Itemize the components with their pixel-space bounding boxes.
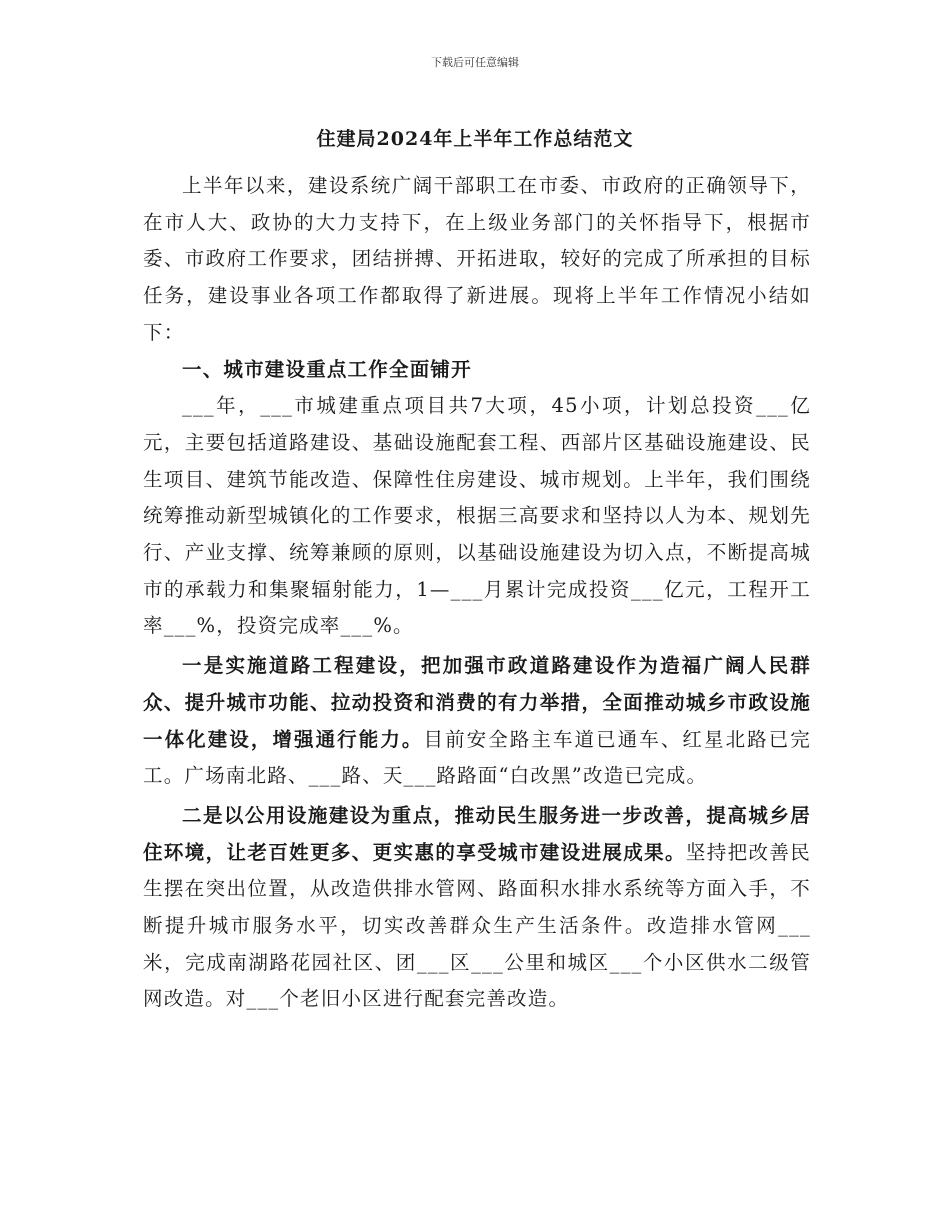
item-2-paragraph: [143, 798, 811, 1018]
item-2-lead: 二是以公用设施建设为重点，推动民生服务进一步改善，提高城乡居住环境，让老百姓更多、更实惠的享受城市建设进展成果。: [143, 803, 811, 864]
document-title: 住建局2024年上半年工作总结范文: [316, 128, 634, 150]
item-1-text: 目前安全路主车道已通车、红星北路已完工。广场南北路、___路、天___路路面“白改黑”改造已完成。: [143, 727, 811, 788]
section-1-body: ___年，___市城建重点项目共7大项，45小项，计划总投资___亿元，主要包括道路建设、基础设施配套工程、西部片区基础设施建设、民生项目、建筑节能改造、保障性住房建设、城市规划。上半年，我们围绕统筹推动新型城镇化的工作要求，根据三高要求和坚持以人为本、规划先行、产业支撑、统筹兼顾的原则，以基础设施建设为切入点，不断提高城市的承载力和集聚辐射能力，1—___月累计完成投资___亿元，工程开工率___%，投资完成率___%。: [143, 394, 811, 638]
header-note: 下载后可任意编辑: [431, 56, 519, 69]
section-1-heading: 一、城市建设重点工作全面铺开: [182, 357, 472, 381]
item-2-text: 坚持把改善民生摆在突出位置，从改造供排水管网、路面积水排水系统等方面入手，不断提升城市服务水平，切实改善群众生产生活条件。改造排水管网___米，完成南湖路花园社区、团___区___公里和城区___个小区供水二级管网改造。对___个老旧小区进行配套完善改造。: [143, 840, 812, 1011]
item-1-paragraph: [143, 648, 811, 795]
item-1-lead: 一是实施道路工程建设，把加强市政道路建设作为造福广阔人民群众、提升城市功能、拉动投资和消费的有力举措，全面推动城乡市政设施一体化建设，增强通行能力。: [143, 654, 811, 751]
intro-paragraph: 上半年以来，建设系统广阔干部职工在市委、市政府的正确领导下，在市人大、政协的大力支持下，在上级业务部门的关怀指导下，根据市委、市政府工作要求，团结拼搏、开拓进取，较好的完成了所承担的目标任务，建设事业各项工作都取得了新进展。现将上半年工作情况小结如下：: [143, 174, 811, 344]
document-body: [143, 168, 811, 1018]
